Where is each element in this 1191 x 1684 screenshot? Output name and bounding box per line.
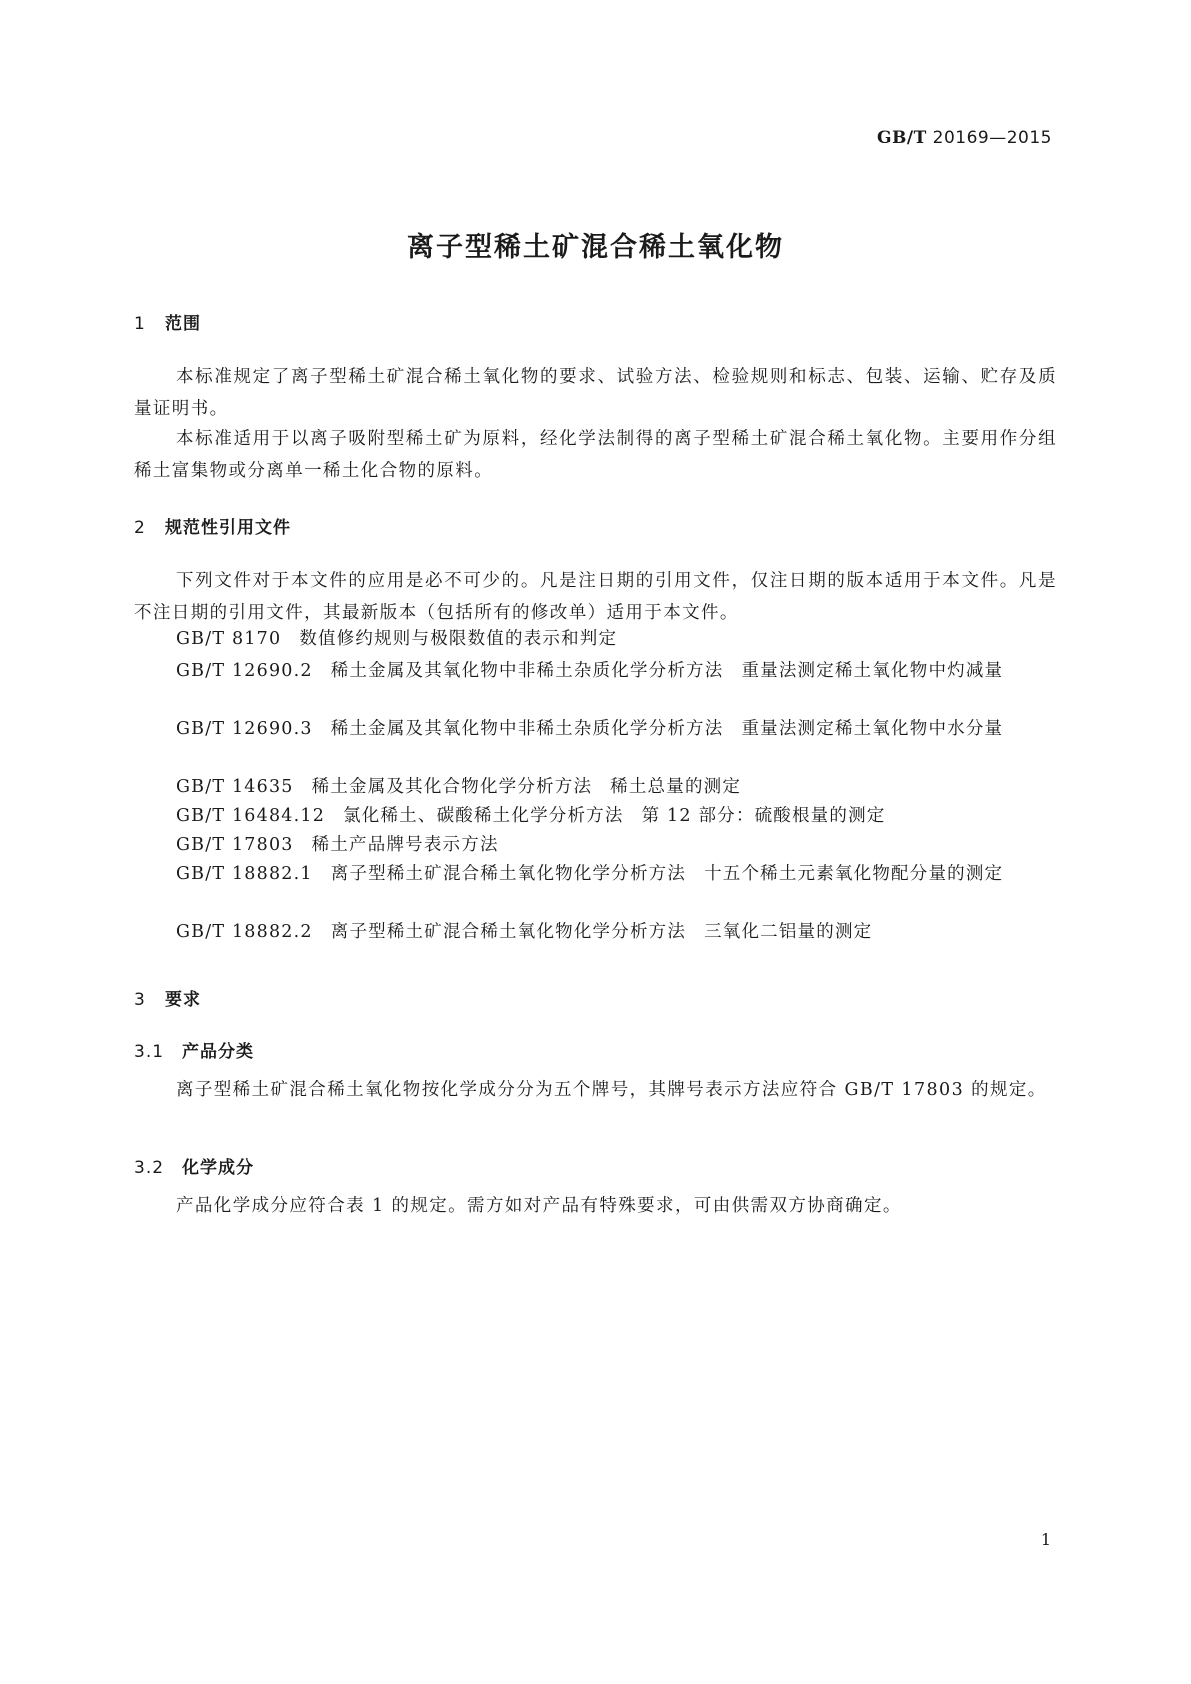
page-number: 1 xyxy=(1040,1530,1051,1549)
reference-title: 稀土产品牌号表示方法 xyxy=(311,835,499,855)
section-number: 1 xyxy=(134,314,146,334)
section-title: 要求 xyxy=(165,990,201,1010)
reference-subtitle: 十五个稀土元素氧化物配分量的测定 xyxy=(704,864,1004,884)
standard-code-prefix: GB/T xyxy=(877,128,927,148)
reference-title: 稀土金属及其氧化物中非稀土杂质化学分析方法 xyxy=(330,661,724,681)
section-1-heading xyxy=(134,309,201,334)
reference-title: 氯化稀土、碳酸稀土化学分析方法 xyxy=(343,806,624,826)
standard-code xyxy=(877,128,1052,148)
reference-title: 离子型稀土矿混合稀土氧化物化学分析方法 xyxy=(330,922,687,942)
section-2-heading xyxy=(134,513,291,538)
reference-item xyxy=(134,623,1057,655)
section-title: 范围 xyxy=(165,314,201,334)
reference-title: 稀土金属及其氧化物中非稀土杂质化学分析方法 xyxy=(330,719,724,739)
reference-title: 数值修约规则与极限数值的表示和判定 xyxy=(299,629,618,649)
reference-code: GB/T 8170 xyxy=(176,629,282,649)
reference-code: GB/T 14635 xyxy=(176,777,294,797)
reference-item xyxy=(134,858,1057,890)
section-number: 3 xyxy=(134,990,146,1010)
standard-code-number: 20169—2015 xyxy=(932,128,1052,148)
section-3-2-paragraph: 产品化学成分应符合表 1 的规定。需方如对产品有特殊要求，可由供需双方协商确定。 xyxy=(176,1196,902,1216)
section-title: 规范性引用文件 xyxy=(165,518,291,538)
reference-subtitle: 稀土总量的测定 xyxy=(610,777,742,797)
reference-item xyxy=(134,655,1057,687)
reference-item xyxy=(134,829,1057,861)
reference-code: GB/T 18882.1 xyxy=(176,864,313,884)
reference-subtitle: 重量法测定稀土氧化物中水分量 xyxy=(741,719,1004,739)
section-2-intro: 下列文件对于本文件的应用是必不可少的。凡是注日期的引用文件，仅注日期的版本适用于本文件。凡是不注日期的引用文件，其最新版本（包括所有的修改单）适用于本文件。 xyxy=(134,571,1057,623)
subsection-number: 3.2 xyxy=(134,1158,165,1178)
reference-item xyxy=(134,916,1057,948)
reference-item xyxy=(134,800,1057,832)
reference-subtitle: 重量法测定稀土氧化物中灼减量 xyxy=(741,661,1004,681)
reference-code: GB/T 17803 xyxy=(176,835,294,855)
reference-code: GB/T 12690.3 xyxy=(176,719,313,739)
section-3-1-paragraph: 离子型稀土矿混合稀土氧化物按化学成分分为五个牌号，其牌号表示方法应符合 GB/T 17803 的规定。 xyxy=(176,1080,1047,1100)
reference-item xyxy=(134,771,1057,803)
section-1-paragraph-1: 本标准规定了离子型稀土矿混合稀土氧化物的要求、试验方法、检验规则和标志、包装、运输、贮存及质量证明书。 xyxy=(134,367,1057,419)
reference-code: GB/T 16484.12 xyxy=(176,806,326,826)
document-title: 离子型稀土矿混合稀土氧化物 xyxy=(407,232,784,263)
reference-subtitle: 三氧化二铝量的测定 xyxy=(704,922,873,942)
subsection-title: 化学成分 xyxy=(182,1158,254,1178)
section-3-heading xyxy=(134,985,201,1010)
reference-code: GB/T 12690.2 xyxy=(176,661,313,681)
subsection-number: 3.1 xyxy=(134,1042,165,1062)
section-3-2-heading xyxy=(134,1153,254,1178)
subsection-title: 产品分类 xyxy=(182,1042,254,1062)
reference-title: 离子型稀土矿混合稀土氧化物化学分析方法 xyxy=(330,864,687,884)
reference-code: GB/T 18882.2 xyxy=(176,922,313,942)
reference-title: 稀土金属及其化合物化学分析方法 xyxy=(311,777,593,797)
reference-subtitle: 第 12 部分：硫酸根量的测定 xyxy=(641,806,886,826)
section-number: 2 xyxy=(134,518,146,538)
section-3-1-heading xyxy=(134,1037,254,1062)
reference-item xyxy=(134,713,1057,745)
section-1-paragraph-2: 本标准适用于以离子吸附型稀土矿为原料，经化学法制得的离子型稀土矿混合稀土氧化物。主要用作分组稀土富集物或分离单一稀土化合物的原料。 xyxy=(134,429,1057,481)
